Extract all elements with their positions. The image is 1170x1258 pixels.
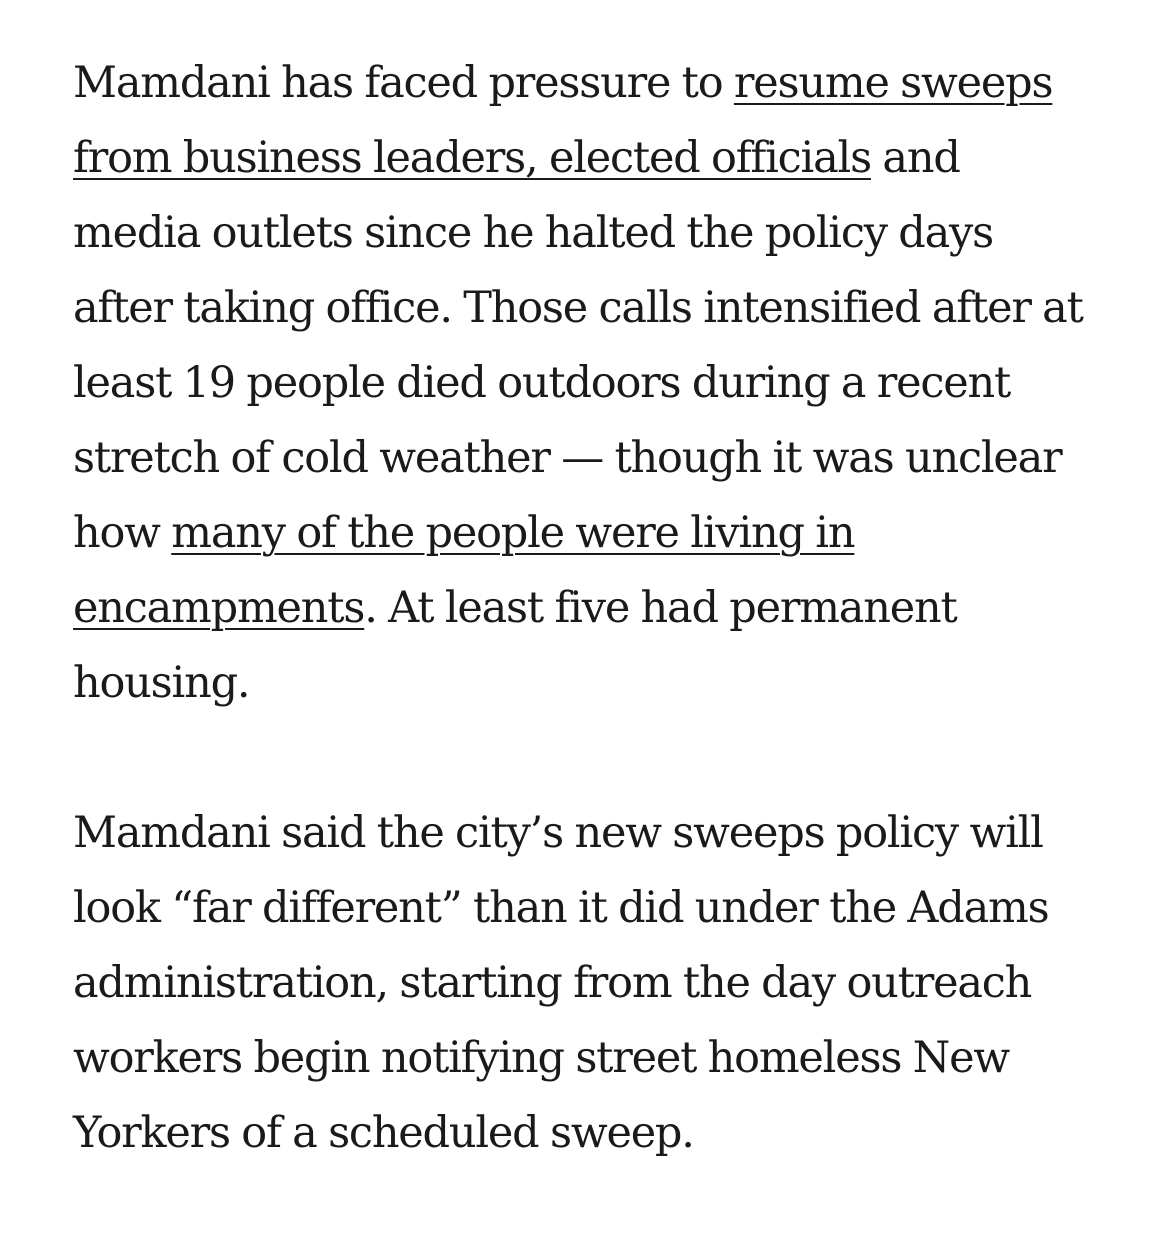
article-body [73,46,1088,1171]
paragraph-text: . At least five had permanent housing. [73,583,957,708]
resume-sweeps-link[interactable]: resume sweeps from business leaders, elected officials [73,58,1053,183]
article-paragraph: Mamdani said the city’s new sweeps policy will look “far different” than it did under the Adams administration, starting from the day outreach workers begin notifying street homeless New Yorkers of a scheduled sweep. [73,808,1049,1158]
encampments-link[interactable]: many of the people were living in encampments [73,508,855,633]
paragraph-text: Mamdani has faced pressure to [73,58,734,108]
article-paragraph [73,46,1088,721]
paragraph-text: and media outlets since he halted the policy days after taking office. Those calls intensified after at least 19 people died outdoors during a recent stretch of cold weather — though it was unclear how [73,133,1083,558]
